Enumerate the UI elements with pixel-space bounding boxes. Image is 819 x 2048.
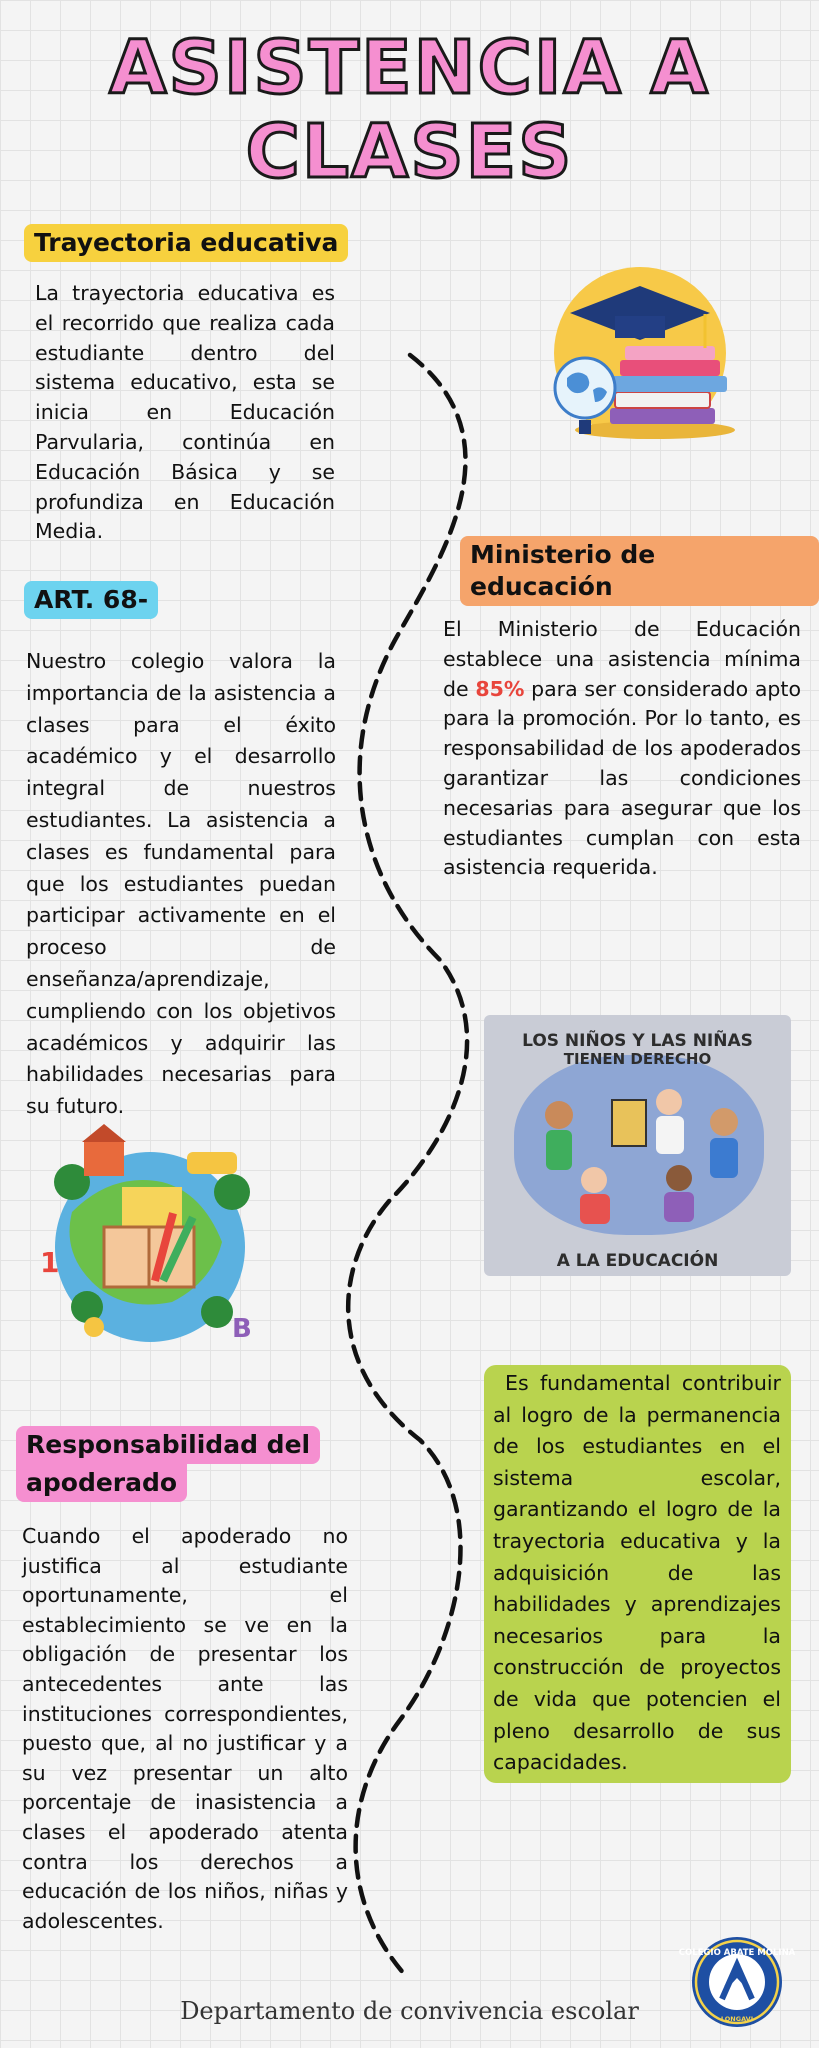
graduation-books-illustration: [545, 258, 745, 448]
heading-ministerio-de-educacion: Ministerio de educación: [460, 536, 819, 606]
children-rights-poster: [484, 1015, 791, 1276]
paragraph-permanencia: Es fundamental contribuir al logro de la permanencia de los estudiantes en el sistema escolar, garantizando el logro de la trayectoria educativa y la adquisición de las habilidades y aprendizajes necesarios para la construcción de proyectos de vida que potencien el pleno desarrollo de sus capacidades.: [493, 1371, 781, 1775]
page-title-line-1: ASISTENCIA A: [109, 25, 710, 111]
paragraph-trayectoria: La trayectoria educativa es el recorrido que realiza cada estudiante dentro del sistema educativo, esta se inicia en Educación Parvularia, continúa en Educación Básica y se profundiza en Educación Media.: [35, 281, 335, 544]
paragraph-art-68: Nuestro colegio valora la importancia de la asistencia a clases para el éxito académico y el desarrollo integral de nuestros estudiantes. La asistencia a clases es fundamental para que los estudiantes puedan participar activamente en el proceso de enseñanza/aprendizaje, cumpliendo con los objetivos académicos y adquirir las habilidades necesarias para su futuro.: [26, 649, 336, 1119]
paragraph-ministerio: [443, 615, 801, 883]
footer-department: Departamento de convivencia escolar: [180, 1997, 639, 2025]
education-globe-illustration: [32, 1122, 272, 1362]
poster-subtitle: TIENEN DERECHO: [563, 1050, 712, 1068]
svg-text:1: 1: [40, 1246, 60, 1279]
ministerio-text-before: El Ministerio de Educación establece una asistencia mínima de: [443, 617, 801, 701]
logo-bottom-text: LONGAVI: [720, 2015, 754, 2023]
svg-text:B: B: [232, 1314, 252, 1344]
ministerio-text-after: para ser considerado apto para la promoción. Por lo tanto, es responsabilidad de los apoderados garantizar las condiciones necesarias para asegurar que los estudiantes cumplan con esta asistencia requerida.: [443, 676, 801, 880]
poster-footer: A LA EDUCACIÓN: [556, 1251, 719, 1271]
poster-title: LOS NIÑOS Y LAS NIÑAS: [522, 1031, 753, 1051]
heading-responsabilidad-line-2: apoderado: [16, 1464, 187, 1502]
heading-trayectoria-educativa: Trayectoria educativa: [24, 224, 348, 262]
heading-responsabilidad-line-1: Responsabilidad del: [16, 1426, 320, 1464]
page-title-line-2: CLASES: [245, 109, 574, 195]
logo-ring-text: COLEGIO ABATE MOLINA: [678, 1948, 796, 1958]
heading-art-68: ART. 68-: [24, 581, 158, 619]
paragraph-apoderado: Cuando el apoderado no justifica al estudiante oportunamente, el establecimiento se ve en la obligación de presentar los antecedentes ante las instituciones correspondientes, puesto que, al no justificar y a su vez presentar un alto porcentaje de inasistencia a clases el apoderado atenta contra los derechos a educación de los niños, niñas y adolescentes.: [22, 1524, 348, 1933]
attendance-percentage: 85%: [475, 676, 525, 701]
children-figures: [524, 1080, 754, 1230]
